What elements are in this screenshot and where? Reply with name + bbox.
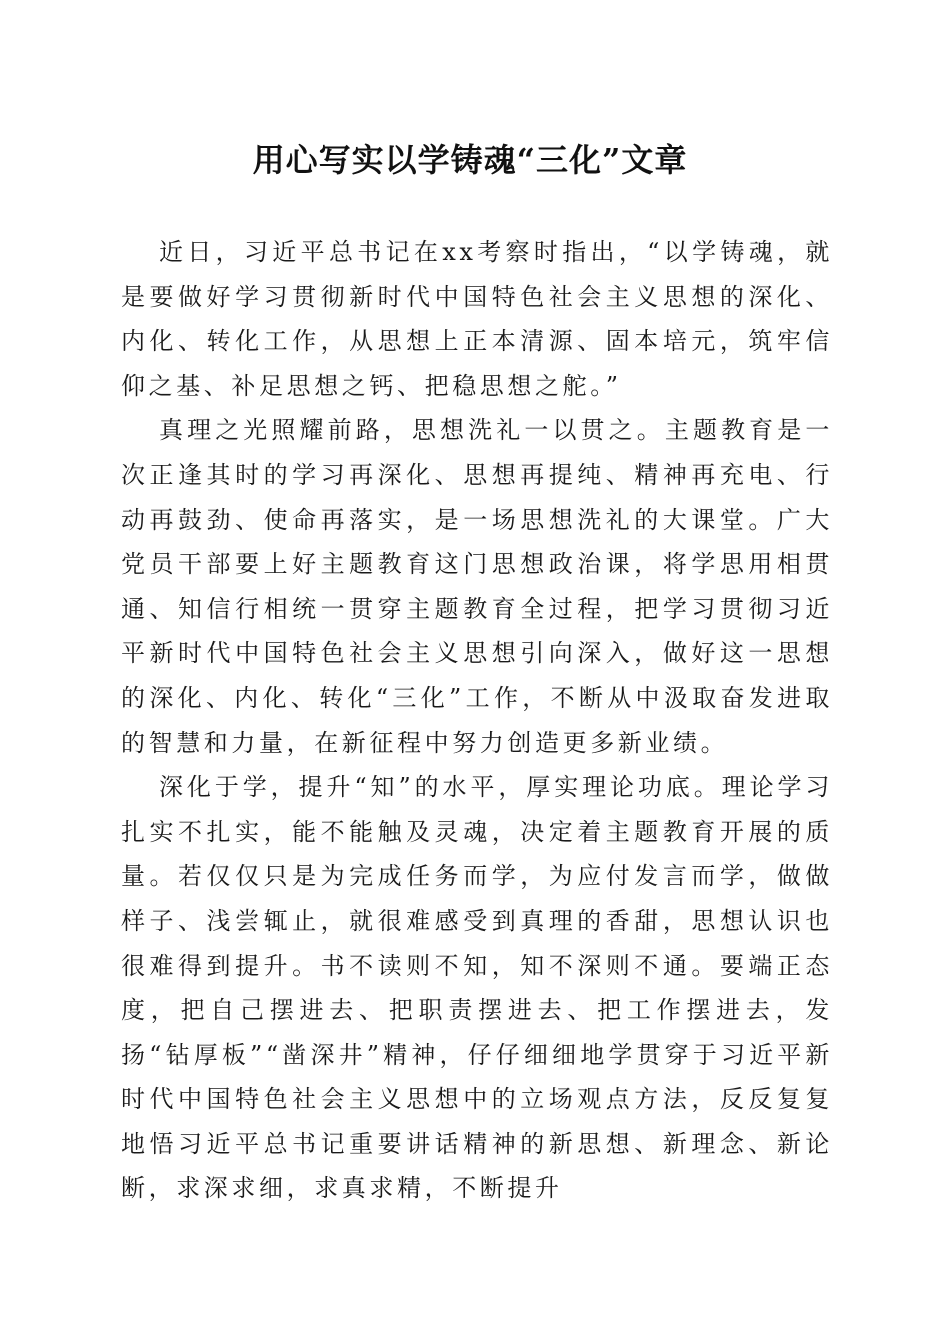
- document-title: 用心写实以学铸魂“三化”文章: [252, 141, 688, 179]
- paragraph-3: 深化于学，提升“知”的水平，厚实理论功底。理论学习扎实不扎实，能不能触及灵魂，决定着主题教育开展的质量。若仅仅只是为完成任务而学，为应付发言而学，做做样子、浅尝辄止，就很难感受到真理的香甜，思想认识也很难得到提升。书不读则不知，知不深则不通。要端正态度，把自己摆进去、把职责摆进去、把工作摆进去，发扬“钻厚板”“凿深井”精神，仔仔细细地学贯穿于习近平新时代中国特色社会主义思想中的立场观点方法，反反复复地悟习近平总书记重要讲话精神的新思想、新理念、新论断，求深求细，求真求精，不断提升: [121, 773, 833, 1203]
- paragraph-2: 真理之光照耀前路，思想洗礼一以贯之。主题教育是一次正逢其时的学习再深化、思想再提纯、精神再充电、行动再鼓劲、使命再落实，是一场思想洗礼的大课堂。广大党员干部要上好主题教育这门思想政治课，将学思用相贯通、知信行相统一贯穿主题教育全过程，把学习贯彻习近平新时代中国特色社会主义思想引向深入，做好这一思想的深化、内化、转化“三化”工作，不断从中汲取奋发进取的智慧和力量，在新征程中努力创造更多新业绩。: [121, 416, 833, 757]
- document-body: [121, 230, 833, 1211]
- paragraph-1: 近日，习近平总书记在xx考察时指出，“以学铸魂，就是要做好学习贯彻新时代中国特色社会主义思想的深化、内化、转化工作，从思想上正本清源、固本培元，筑牢信仰之基、补足思想之钙、把稳思想之舵。”: [121, 238, 833, 400]
